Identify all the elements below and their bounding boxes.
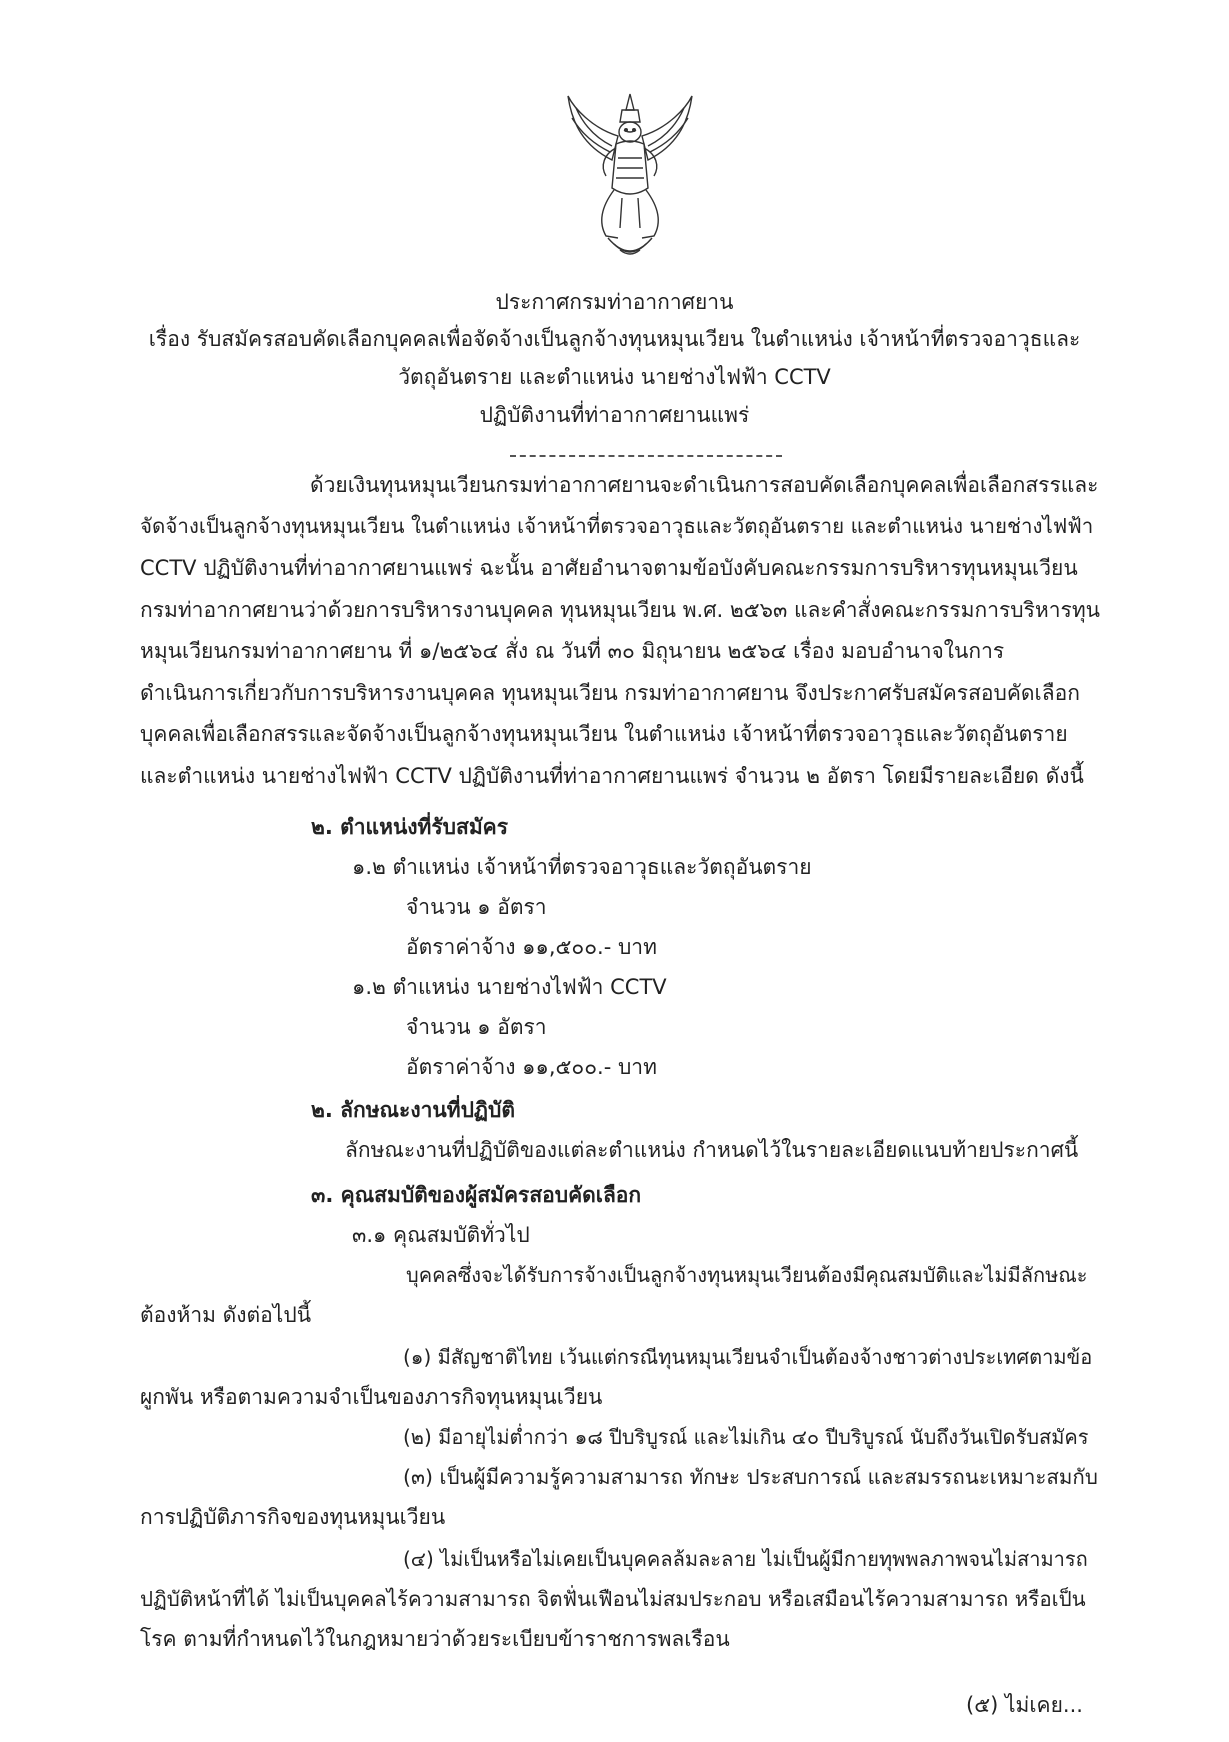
page-continuation: (๕) ไม่เคย... (966, 1693, 1083, 1717)
item-3-line-1: (๓) เป็นผู้มีความรู้ความสามารถ ทักษะ ประสบการณ์ และสมรรถนะเหมาะสมกับ (403, 1465, 1098, 1489)
item-2: (๒) มีอายุไม่ต่ำกว่า ๑๘ ปีบริบูรณ์ และไม่เกิน ๔๐ ปีบริบูรณ์ นับถึงวันเปิดรับสมัคร (403, 1425, 1089, 1449)
intro-line-8: และตำแหน่ง นายช่างไฟฟ้า CCTV ปฏิบัติงานที่ท่าอากาศยานแพร่ จำนวน ๒ อัตรา โดยมีรายละเอียด ดังนี้ (140, 764, 1084, 788)
item-1-line-1: (๑) มีสัญชาติไทย เว้นแต่กรณีทุนหมุนเวียนจำเป็นต้องจ้างชาวต่างประเทศตามข้อ (403, 1345, 1093, 1369)
header-divider (510, 455, 782, 457)
intro-line-7: บุคคลเพื่อเลือกสรรและจัดจ้างเป็นลูกจ้างทุนหมุนเวียน ในตำแหน่ง เจ้าหน้าที่ตรวจอาวุธและวัตถุอันตราย (140, 722, 1068, 746)
announcement-title: ประกาศกรมท่าอากาศยาน (495, 290, 734, 314)
section-2-heading: ๒. ลักษณะงานที่ปฏิบัติ (311, 1098, 515, 1122)
intro-line-1: ด้วยเงินทุนหมุนเวียนกรมท่าอากาศยานจะดำเนินการสอบคัดเลือกบุคคลเพื่อเลือกสรรและ (310, 473, 1099, 497)
section-3-lead-2: ต้องห้าม ดังต่อไปนี้ (140, 1303, 312, 1327)
section-2-body: ลักษณะงานที่ปฏิบัติของแต่ละตำแหน่ง กำหนดไว้ในรายละเอียดแนบท้ายประกาศนี้ (345, 1138, 1079, 1162)
item-4-line-1: (๔) ไม่เป็นหรือไม่เคยเป็นบุคคลล้มละลาย ไม่เป็นผู้มีกายทุพพลภาพจนไม่สามารถ (403, 1547, 1088, 1571)
section-1-heading: ๒. ตำแหน่งที่รับสมัคร (311, 815, 508, 839)
subject-line-2: วัตถุอันตราย และตำแหน่ง นายช่างไฟฟ้า CCTV (398, 365, 831, 389)
item-1-line-2: ผูกพัน หรือตามความจำเป็นของภารกิจทุนหมุนเวียน (140, 1385, 603, 1409)
garuda-emblem-icon (562, 88, 698, 268)
intro-line-5: หมุนเวียนกรมท่าอากาศยาน ที่ ๑/๒๕๖๔ สั่ง ณ วันที่ ๓๐ มิถุนายน ๒๕๖๔ เรื่อง มอบอำนาจในการ (140, 639, 1005, 663)
section-3-1-heading: ๓.๑ คุณสมบัติทั่วไป (352, 1223, 530, 1247)
subject-line-1: เรื่อง รับสมัครสอบคัดเลือกบุคคลเพื่อจัดจ้างเป็นลูกจ้างทุนหมุนเวียน ในตำแหน่ง เจ้าหน้าที่ตรวจอาวุธและ (148, 327, 1081, 351)
item-3-line-2: การปฏิบัติภารกิจของทุนหมุนเวียน (140, 1505, 446, 1529)
section-3-heading: ๓. คุณสมบัติของผู้สมัครสอบคัดเลือก (311, 1183, 642, 1207)
intro-line-2: จัดจ้างเป็นลูกจ้างทุนหมุนเวียน ในตำแหน่ง เจ้าหน้าที่ตรวจอาวุธและวัตถุอันตราย และตำแหน่ง นายช่างไฟฟ้า (140, 514, 1094, 538)
item-4-line-2: ปฏิบัติหน้าที่ได้ ไม่เป็นบุคคลไร้ความสามารถ จิตฟั่นเฟือนไม่สมประกอบ หรือเสมือนไร้ความสามารถ หรือเป็น (140, 1587, 1086, 1611)
intro-line-3: CCTV ปฏิบัติงานที่ท่าอากาศยานแพร่ ฉะนั้น อาศัยอำนาจตามข้อบังคับคณะกรรมการบริหารทุนหมุนเวียน (140, 556, 1078, 580)
position-2-wage: อัตราค่าจ้าง ๑๑,๕๐๐.- บาท (406, 1055, 657, 1079)
position-1-title: ๑.๒ ตำแหน่ง เจ้าหน้าที่ตรวจอาวุธและวัตถุอันตราย (352, 855, 812, 879)
item-4-line-3: โรค ตามที่กำหนดไว้ในกฎหมายว่าด้วยระเบียบข้าราชการพลเรือน (140, 1627, 730, 1651)
intro-line-4: กรมท่าอากาศยานว่าด้วยการบริหารงานบุคคล ทุนหมุนเวียน พ.ศ. ๒๕๖๓ และคำสั่งคณะกรรมการบริหารทุน (140, 598, 1101, 622)
position-1-count: จำนวน ๑ อัตรา (406, 895, 547, 919)
subject-line-3: ปฏิบัติงานที่ท่าอากาศยานแพร่ (479, 403, 750, 427)
position-2-count: จำนวน ๑ อัตรา (406, 1015, 547, 1039)
section-3-lead-1: บุคคลซึ่งจะได้รับการจ้างเป็นลูกจ้างทุนหมุนเวียนต้องมีคุณสมบัติและไม่มีลักษณะ (406, 1263, 1088, 1287)
intro-line-6: ดำเนินการเกี่ยวกับการบริหารงานบุคคล ทุนหมุนเวียน กรมท่าอากาศยาน จึงประกาศรับสมัครสอบคัดเลือก (140, 681, 1080, 705)
position-1-wage: อัตราค่าจ้าง ๑๑,๕๐๐.- บาท (406, 935, 657, 959)
position-2-title: ๑.๒ ตำแหน่ง นายช่างไฟฟ้า CCTV (352, 975, 667, 999)
